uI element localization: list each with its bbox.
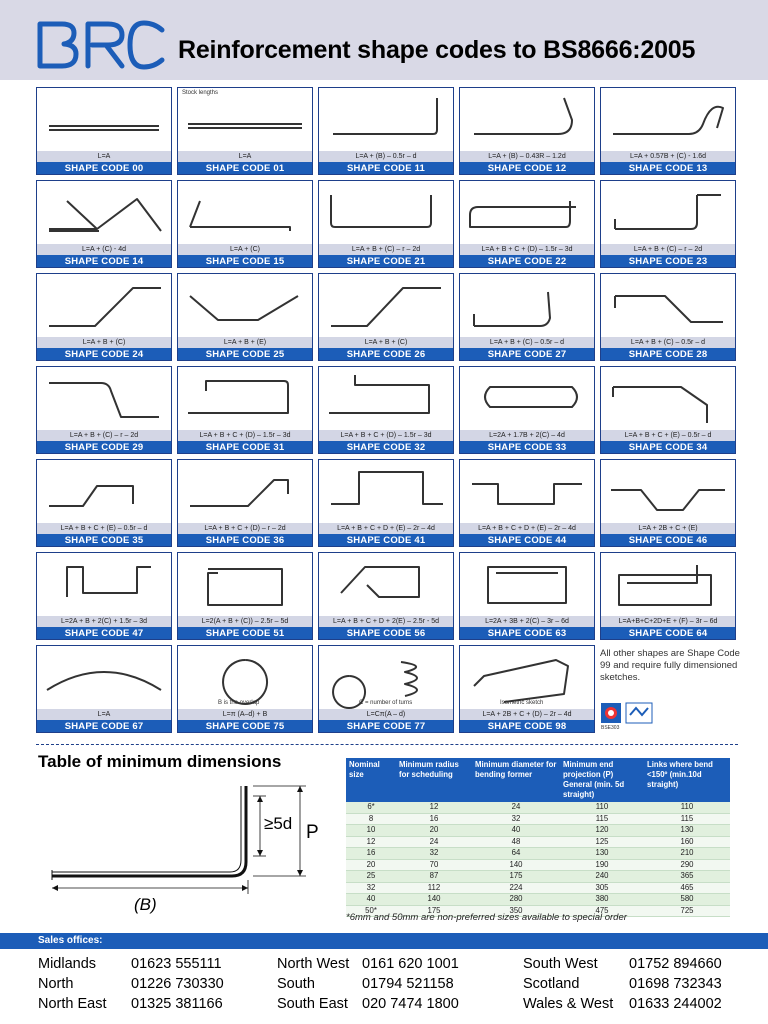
shape-formula: L=π (A–d) + B <box>178 709 312 720</box>
shape-card <box>459 552 595 640</box>
shape-diagram-icon <box>37 367 171 430</box>
shape-code-label: SHAPE CODE 63 <box>460 627 594 640</box>
office-phone: 01794 521158 <box>362 976 454 992</box>
shape-code-label: SHAPE CODE 44 <box>460 534 594 547</box>
shape-code-label: SHAPE CODE 36 <box>178 534 312 547</box>
table-cell: 40 <box>346 894 396 906</box>
table-cell: 32 <box>346 882 396 894</box>
col-header: Minimum radius for scheduling <box>396 758 472 802</box>
shape-formula: L=2A + B + 2(C) + 1.5r – 3d <box>37 616 171 627</box>
shape-drawing <box>37 181 171 244</box>
table-cell: 110 <box>644 802 730 813</box>
shape-drawing <box>601 553 735 616</box>
shape-code-grid <box>36 87 736 735</box>
table-cell: 240 <box>560 871 644 883</box>
col-header: Nominal size <box>346 758 396 802</box>
office-phone: 01633 244002 <box>629 996 722 1012</box>
shape-diagram-icon <box>37 553 171 616</box>
brc-logo <box>36 20 166 70</box>
shape-formula: L=A + B + (C) <box>319 337 453 348</box>
office-entry <box>523 976 722 992</box>
shape-diagram-icon <box>178 553 312 616</box>
table-cell: 64 <box>472 848 560 860</box>
table-cell: 110 <box>560 802 644 813</box>
shape-card <box>36 273 172 361</box>
shape-drawing <box>37 274 171 337</box>
shape-code-label: SHAPE CODE 15 <box>178 255 312 268</box>
shape-formula: L=A + B + (C) – 0.5r – d <box>601 337 735 348</box>
shape-card <box>318 180 454 268</box>
table-cell: 6* <box>346 802 396 813</box>
office-region: Scotland <box>523 976 580 992</box>
shape-drawing <box>178 181 312 244</box>
table-cell: 20 <box>396 825 472 837</box>
shape-formula: L=A + B + C + D + 2(E) – 2.5r - 5d <box>319 616 453 627</box>
office-region: South East <box>277 996 348 1012</box>
shape-code-label: SHAPE CODE 00 <box>37 162 171 175</box>
table-cell: 725 <box>644 905 730 917</box>
table-cell: 130 <box>560 848 644 860</box>
shape-drawing <box>319 553 453 616</box>
sales-offices-heading: Sales offices: <box>38 935 103 946</box>
shape-formula: L=A + B + C + (D) – 1.5r – 3d <box>460 244 594 255</box>
office-region: North <box>38 976 74 992</box>
table-cell: 50* <box>346 905 396 917</box>
shape-code-label: SHAPE CODE 75 <box>178 720 312 733</box>
office-region: South West <box>523 956 598 972</box>
shape-formula: L=A + B + (C) – 0.5r – d <box>460 337 594 348</box>
shape-drawing <box>460 460 594 523</box>
shape-code-label: SHAPE CODE 64 <box>601 627 735 640</box>
table-cell: 580 <box>644 894 730 906</box>
shape-formula: L=A + B + C + (D) – 1.5r – 3d <box>319 430 453 441</box>
table-cell: 112 <box>396 882 472 894</box>
shape-diagram-icon <box>37 88 171 151</box>
shape-formula: L=A + 2B + C + (D) – 2r – 4d <box>460 709 594 720</box>
shape-code-label: SHAPE CODE 12 <box>460 162 594 175</box>
shape-drawing <box>178 553 312 616</box>
shape-card <box>36 87 172 175</box>
office-entry <box>523 956 722 972</box>
shape-diagram-icon <box>460 88 594 151</box>
office-region: North East <box>38 996 107 1012</box>
shape-diagram-icon <box>460 367 594 430</box>
shape-drawing <box>460 553 594 616</box>
shape-card <box>318 273 454 361</box>
shape-drawing <box>178 367 312 430</box>
table-cell: 24 <box>396 836 472 848</box>
shape-card <box>600 180 736 268</box>
shape-card <box>318 459 454 547</box>
shape-card <box>318 645 454 733</box>
shape-diagram-icon <box>178 367 312 430</box>
table-cell: 290 <box>644 859 730 871</box>
shape-card <box>177 552 313 640</box>
col-header: Minimum diameter for bending former <box>472 758 560 802</box>
table-cell: 280 <box>472 894 560 906</box>
shape-drawing <box>601 88 735 151</box>
shape-diagram-icon <box>601 460 735 523</box>
shape-code-label: SHAPE CODE 21 <box>319 255 453 268</box>
table-cell: 40 <box>472 825 560 837</box>
table-cell: 32 <box>472 813 560 825</box>
shape-drawing <box>37 646 171 709</box>
office-region: South <box>277 976 315 992</box>
min-dims-table <box>346 758 730 917</box>
shape-formula: L=A + (C) <box>178 244 312 255</box>
b-label: (B) <box>134 895 157 914</box>
shape-card <box>177 366 313 454</box>
table-cell: 8 <box>346 813 396 825</box>
shape-drawing <box>37 367 171 430</box>
shape-drawing <box>460 88 594 151</box>
shape-diagram-icon <box>601 181 735 244</box>
shape-card <box>459 459 595 547</box>
other-shapes-note: All other shapes are Shape Code 99 and require fully dimensioned sketches. <box>600 648 740 683</box>
table-footnote: *6mm and 50mm are non-preferred sizes available to special order <box>346 912 627 923</box>
certification-logos <box>600 702 660 730</box>
shape-code-label: SHAPE CODE 98 <box>460 720 594 733</box>
shape-drawing <box>319 88 453 151</box>
table-cell: 465 <box>644 882 730 894</box>
shape-code-label: SHAPE CODE 56 <box>319 627 453 640</box>
table-cell: 175 <box>472 871 560 883</box>
shape-card <box>177 180 313 268</box>
office-entry <box>523 996 722 1012</box>
office-phone: 01752 894660 <box>629 956 722 972</box>
table-cell: 305 <box>560 882 644 894</box>
shape-card <box>177 645 313 733</box>
sales-offices-bar <box>0 933 768 949</box>
cert-label: BSE303 <box>601 725 620 730</box>
shape-diagram-icon <box>601 553 735 616</box>
shape-card <box>459 180 595 268</box>
shape-diagram-icon <box>601 367 735 430</box>
shape-drawing <box>178 460 312 523</box>
header-band <box>0 0 768 80</box>
shape-drawing <box>37 88 171 151</box>
shape-formula: L=A <box>178 151 312 162</box>
shape-note: B is the overlap <box>218 700 260 706</box>
office-phone: 020 7474 1800 <box>362 996 459 1012</box>
office-phone: 01698 732343 <box>629 976 722 992</box>
shape-drawing <box>601 460 735 523</box>
shape-card <box>600 459 736 547</box>
shape-diagram-icon <box>319 274 453 337</box>
office-phone: 0161 620 1001 <box>362 956 459 972</box>
office-region: Wales & West <box>523 996 614 1012</box>
shape-card <box>318 366 454 454</box>
table-cell: 25 <box>346 871 396 883</box>
table-cell: 130 <box>644 825 730 837</box>
shape-diagram-icon <box>37 274 171 337</box>
shape-card <box>36 366 172 454</box>
table-cell: 140 <box>396 894 472 906</box>
table-cell: 87 <box>396 871 472 883</box>
shape-code-label: SHAPE CODE 22 <box>460 255 594 268</box>
table-cell: 10 <box>346 825 396 837</box>
table-row <box>346 802 730 813</box>
table-cell: 365 <box>644 871 730 883</box>
shape-drawing <box>319 181 453 244</box>
shape-drawing <box>178 88 312 151</box>
shape-formula: L=A + B + C + (E) – 0.5r – d <box>601 430 735 441</box>
shape-code-label: SHAPE CODE 28 <box>601 348 735 361</box>
table-cell: 70 <box>396 859 472 871</box>
shape-code-label: SHAPE CODE 32 <box>319 441 453 454</box>
shape-code-label: SHAPE CODE 27 <box>460 348 594 361</box>
office-phone: 01623 555111 <box>131 956 222 972</box>
shape-note: Isometric sketch <box>500 700 544 706</box>
shape-diagram-icon <box>460 553 594 616</box>
col-header: Minimum end projection (P) General (min. 5d straight) <box>560 758 644 802</box>
office-entry <box>277 996 459 1012</box>
shape-code-label: SHAPE CODE 33 <box>460 441 594 454</box>
p-label: P <box>306 822 319 843</box>
shape-drawing <box>601 181 735 244</box>
table-cell: 48 <box>472 836 560 848</box>
shape-drawing <box>460 181 594 244</box>
table-cell: 115 <box>560 813 644 825</box>
table-cell: 12 <box>396 802 472 813</box>
shape-formula: L=A <box>37 151 171 162</box>
shape-formula: L=A + B + (C) – r – 2d <box>601 244 735 255</box>
bend-diagram <box>38 780 338 920</box>
page-title: Reinforcement shape codes to BS8666:2005 <box>178 36 696 64</box>
shape-diagram-icon <box>601 88 735 151</box>
shape-formula: L=A + (C) - 4d <box>37 244 171 255</box>
shape-diagram-icon <box>178 88 312 151</box>
table-cell: 380 <box>560 894 644 906</box>
shape-diagram-icon <box>319 460 453 523</box>
shape-note: Stock lengths <box>182 90 219 96</box>
shape-card <box>36 180 172 268</box>
table-cell: 16 <box>346 848 396 860</box>
shape-card <box>459 273 595 361</box>
table-row <box>346 894 730 906</box>
shape-formula: L=A + 0.57B + (C) - 1.6d <box>601 151 735 162</box>
shape-code-label: SHAPE CODE 41 <box>319 534 453 547</box>
table-cell: 190 <box>560 859 644 871</box>
gte5d-label: ≥5d <box>264 814 293 833</box>
shape-formula: L=A + B + C + D + (E) – 2r – 4d <box>460 523 594 534</box>
table-cell: 115 <box>644 813 730 825</box>
table-cell: 140 <box>472 859 560 871</box>
office-entry <box>277 956 459 972</box>
table-row <box>346 848 730 860</box>
shape-formula: L=A + (B) – 0.43R – 1.2d <box>460 151 594 162</box>
shape-card <box>459 645 595 733</box>
table-cell: 475 <box>560 905 644 917</box>
shape-formula: L=2A + 3B + 2(C) – 3r – 6d <box>460 616 594 627</box>
shape-drawing <box>319 460 453 523</box>
shape-card <box>459 366 595 454</box>
table-cell: 24 <box>472 802 560 813</box>
table-cell: 32 <box>396 848 472 860</box>
shape-drawing <box>319 274 453 337</box>
shape-formula: L=A + 2B + C + (E) <box>601 523 735 534</box>
shape-diagram-icon <box>460 181 594 244</box>
table-row <box>346 813 730 825</box>
shape-card <box>459 87 595 175</box>
table-header-row <box>346 758 730 802</box>
shape-formula: L=A + (B) – 0.5r – d <box>319 151 453 162</box>
shape-code-label: SHAPE CODE 23 <box>601 255 735 268</box>
shape-formula: L=A + B + (C) – r – 2d <box>319 244 453 255</box>
shape-diagram-icon <box>319 367 453 430</box>
shape-drawing <box>460 367 594 430</box>
shape-code-label: SHAPE CODE 46 <box>601 534 735 547</box>
shape-code-label: SHAPE CODE 11 <box>319 162 453 175</box>
shape-formula: L=2(A + B + (C)) – 2.5r – 5d <box>178 616 312 627</box>
shape-formula: L=A + B + C + D + (E) – 2r – 4d <box>319 523 453 534</box>
min-dims-title: Table of minimum dimensions <box>38 752 282 771</box>
shape-note: C = number of turns <box>359 700 413 706</box>
office-entry <box>38 996 223 1012</box>
shape-formula: L=A+B+C+2D+E + (F) – 3r – 6d <box>601 616 735 627</box>
shape-diagram-icon <box>178 181 312 244</box>
office-entry <box>38 976 224 992</box>
table-cell: 160 <box>644 836 730 848</box>
table-cell: 350 <box>472 905 560 917</box>
office-region: North West <box>277 956 350 972</box>
shape-code-label: SHAPE CODE 13 <box>601 162 735 175</box>
shape-card <box>177 459 313 547</box>
shape-diagram-icon <box>460 274 594 337</box>
shape-code-label: SHAPE CODE 14 <box>37 255 171 268</box>
shape-diagram-icon <box>319 553 453 616</box>
table-cell: 12 <box>346 836 396 848</box>
shape-code-label: SHAPE CODE 01 <box>178 162 312 175</box>
shape-code-label: SHAPE CODE 51 <box>178 627 312 640</box>
table-row <box>346 825 730 837</box>
office-region: Midlands <box>38 956 97 972</box>
shape-card <box>600 87 736 175</box>
office-entry <box>277 976 454 992</box>
shape-card <box>177 87 313 175</box>
table-row <box>346 882 730 894</box>
table-cell: 120 <box>560 825 644 837</box>
shape-formula: L=2A + 1.7B + 2(C) – 4d <box>460 430 594 441</box>
table-cell: 224 <box>472 882 560 894</box>
shape-diagram-icon <box>178 460 312 523</box>
shape-code-label: SHAPE CODE 24 <box>37 348 171 361</box>
shape-diagram-icon <box>601 274 735 337</box>
shape-formula: L=A + B + C + (D) – 1.5r – 3d <box>178 430 312 441</box>
shape-code-label: SHAPE CODE 47 <box>37 627 171 640</box>
shape-diagram-icon <box>460 460 594 523</box>
shape-drawing <box>37 460 171 523</box>
table-row <box>346 859 730 871</box>
table-cell: 125 <box>560 836 644 848</box>
section-divider <box>36 744 738 745</box>
shape-diagram-icon <box>37 181 171 244</box>
shape-card <box>36 645 172 733</box>
shape-card <box>177 273 313 361</box>
col-header: Links where bend <150º (min.10d straight) <box>644 758 730 802</box>
shape-diagram-icon <box>319 181 453 244</box>
shape-drawing <box>460 274 594 337</box>
shape-formula: L=A + B + (C) <box>37 337 171 348</box>
shape-card <box>36 552 172 640</box>
shape-code-label: SHAPE CODE 35 <box>37 534 171 547</box>
shape-card <box>318 552 454 640</box>
shape-card <box>600 366 736 454</box>
shape-code-label: SHAPE CODE 25 <box>178 348 312 361</box>
shape-formula: L=A + B + C + (E) – 0.5r – d <box>37 523 171 534</box>
shape-code-label: SHAPE CODE 77 <box>319 720 453 733</box>
shape-formula: L=A <box>37 709 171 720</box>
shape-card <box>600 273 736 361</box>
shape-formula: L=A + B + (E) <box>178 337 312 348</box>
shape-diagram-icon <box>178 274 312 337</box>
office-phone: 01325 381166 <box>131 996 223 1012</box>
office-entry <box>38 956 222 972</box>
shape-drawing <box>601 367 735 430</box>
shape-card <box>600 552 736 640</box>
table-cell: 20 <box>346 859 396 871</box>
shape-code-label: SHAPE CODE 29 <box>37 441 171 454</box>
shape-card <box>36 459 172 547</box>
table-cell: 16 <box>396 813 472 825</box>
table-cell: 175 <box>396 905 472 917</box>
table-row <box>346 871 730 883</box>
shape-card <box>318 87 454 175</box>
shape-drawing <box>601 274 735 337</box>
shape-diagram-icon <box>37 646 171 709</box>
shape-drawing <box>37 553 171 616</box>
shape-code-label: SHAPE CODE 34 <box>601 441 735 454</box>
office-phone: 01226 730330 <box>131 976 224 992</box>
shape-formula: L=A + B + C + (D) – r – 2d <box>178 523 312 534</box>
shape-formula: L=Cπ(A – d) <box>319 709 453 720</box>
shape-drawing <box>178 274 312 337</box>
shape-diagram-icon <box>37 460 171 523</box>
table-row <box>346 836 730 848</box>
shape-code-label: SHAPE CODE 67 <box>37 720 171 733</box>
shape-code-label: SHAPE CODE 26 <box>319 348 453 361</box>
shape-drawing <box>319 367 453 430</box>
table-cell: 210 <box>644 848 730 860</box>
shape-formula: L=A + B + (C) – r – 2d <box>37 430 171 441</box>
shape-diagram-icon <box>319 88 453 151</box>
shape-code-label: SHAPE CODE 31 <box>178 441 312 454</box>
